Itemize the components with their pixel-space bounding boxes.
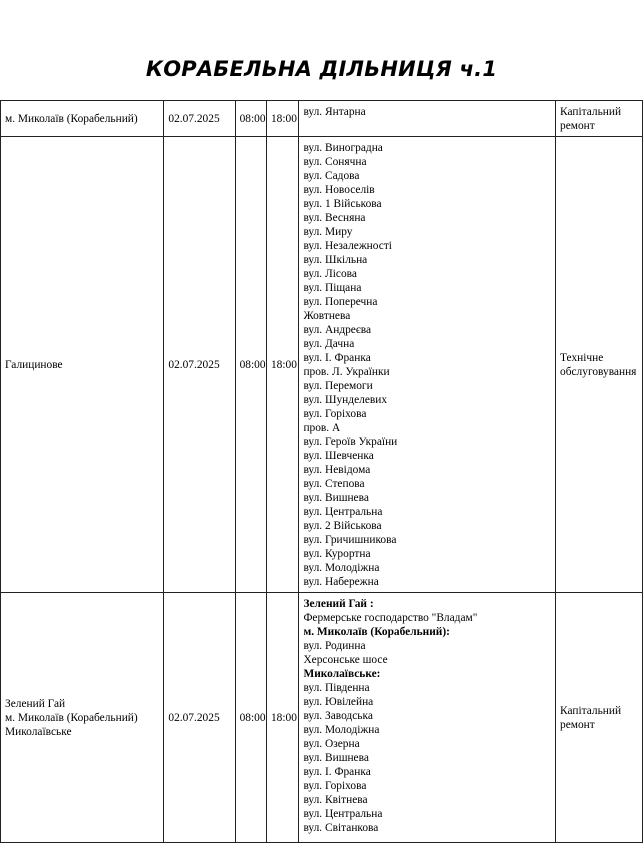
street-name: вул. Заводська bbox=[303, 710, 373, 722]
street-name: вул. Гричишникова bbox=[303, 534, 397, 546]
location-name: м. Миколаїв (Корабельний) bbox=[5, 112, 138, 125]
start-time-cell: 08:00 bbox=[235, 101, 266, 137]
table-row bbox=[1, 101, 643, 137]
end-time-cell: 18:00 bbox=[266, 137, 298, 593]
street-name: вул. Янтарна bbox=[303, 106, 366, 118]
street-name: вул. Квітнева bbox=[303, 794, 368, 806]
work-type-cell bbox=[556, 101, 643, 137]
work-type-label: Капітальний ремонт bbox=[560, 704, 622, 731]
street-name: вул. Новоселів bbox=[303, 184, 375, 196]
street-name: вул. Садова bbox=[303, 170, 360, 182]
page-title: КОРАБЕЛЬНА ДІЛЬНИЦЯ ч.1 bbox=[145, 57, 498, 81]
streets-cell bbox=[299, 137, 556, 593]
location-cell bbox=[1, 137, 164, 593]
streets-cell bbox=[299, 593, 556, 843]
street-name: вул. Центральна bbox=[303, 808, 383, 820]
street-name: вул. Горіхова bbox=[303, 408, 367, 420]
location-cell bbox=[1, 593, 164, 843]
street-name: пров. Л. Українки bbox=[303, 366, 390, 378]
work-type-cell bbox=[556, 137, 643, 593]
street-name: вул. Світанкова bbox=[303, 822, 379, 834]
street-name: Жовтнева bbox=[303, 310, 351, 322]
streets-cell bbox=[299, 101, 556, 137]
street-name: вул. Лісова bbox=[303, 268, 357, 280]
street-name: вул. Південна bbox=[303, 682, 370, 694]
location-name: Миколаївське bbox=[5, 725, 72, 738]
start-time-cell: 08:00 bbox=[235, 593, 266, 843]
street-name: вул. Родинна bbox=[303, 640, 366, 652]
street-name: вул. І. Франка bbox=[303, 766, 371, 778]
street-name: вул. І. Франка bbox=[303, 352, 371, 364]
street-name: вул. Курортна bbox=[303, 548, 371, 560]
location-cell bbox=[1, 101, 164, 137]
work-type-label: Технічне обслуговування bbox=[560, 351, 637, 378]
street-name: Фермерське господарство "Владам" bbox=[303, 612, 478, 624]
street-name: вул. Незалежності bbox=[303, 240, 392, 252]
street-name: вул. Андреєва bbox=[303, 324, 372, 336]
street-name: вул. Набережна bbox=[303, 576, 379, 588]
street-name: вул. Ювілейна bbox=[303, 696, 374, 708]
street-name: вул. Героїв України bbox=[303, 436, 398, 448]
street-name: вул. Миру bbox=[303, 226, 353, 238]
street-name: вул. Дачна bbox=[303, 338, 355, 350]
settlement-heading: м. Миколаїв (Корабельний): bbox=[303, 626, 450, 638]
street-name: вул. Шевченка bbox=[303, 450, 374, 462]
date-cell: 02.07.2025 bbox=[164, 101, 235, 137]
street-name: Херсонське шосе bbox=[303, 654, 388, 666]
street-name: вул. Горіхова bbox=[303, 780, 367, 792]
settlement-heading: Зелений Гай : bbox=[303, 598, 374, 610]
street-name: вул. Перемоги bbox=[303, 380, 373, 392]
table-row bbox=[1, 593, 643, 843]
location-name: Галицинове bbox=[5, 358, 63, 371]
date-cell: 02.07.2025 bbox=[164, 137, 235, 593]
end-time-cell: 18:00 bbox=[266, 593, 298, 843]
street-name: вул. Поперечна bbox=[303, 296, 378, 308]
settlement-heading: Миколаївське: bbox=[303, 668, 381, 680]
location-name: м. Миколаїв (Корабельний) bbox=[5, 711, 138, 724]
street-name: вул. Вишнева bbox=[303, 492, 369, 504]
street-name: вул. 2 Військова bbox=[303, 520, 382, 532]
end-time-cell: 18:00 bbox=[266, 101, 298, 137]
street-name: пров. А bbox=[303, 422, 341, 434]
street-name: вул. Шунделевих bbox=[303, 394, 388, 406]
street-name: вул. Піщана bbox=[303, 282, 362, 294]
outage-schedule-table bbox=[0, 100, 643, 843]
street-name: вул. Шкільна bbox=[303, 254, 368, 266]
location-name: Зелений Гай bbox=[5, 697, 66, 710]
street-name: вул. Сонячна bbox=[303, 156, 367, 168]
street-name: вул. Виноградна bbox=[303, 142, 383, 154]
street-name: вул. Молодіжна bbox=[303, 724, 380, 736]
street-name: вул. Весняна bbox=[303, 212, 366, 224]
date-cell: 02.07.2025 bbox=[164, 593, 235, 843]
street-name: вул. Вишнева bbox=[303, 752, 369, 764]
work-type-label: Капітальний ремонт bbox=[560, 105, 622, 132]
table-row bbox=[1, 137, 643, 593]
street-name: вул. Молодіжна bbox=[303, 562, 380, 574]
street-name: вул. Невідома bbox=[303, 464, 371, 476]
start-time-cell: 08:00 bbox=[235, 137, 266, 593]
street-name: вул. 1 Військова bbox=[303, 198, 382, 210]
work-type-cell bbox=[556, 593, 643, 843]
street-name: вул. Озерна bbox=[303, 738, 360, 750]
street-name: вул. Центральна bbox=[303, 506, 383, 518]
street-name: вул. Степова bbox=[303, 478, 365, 490]
